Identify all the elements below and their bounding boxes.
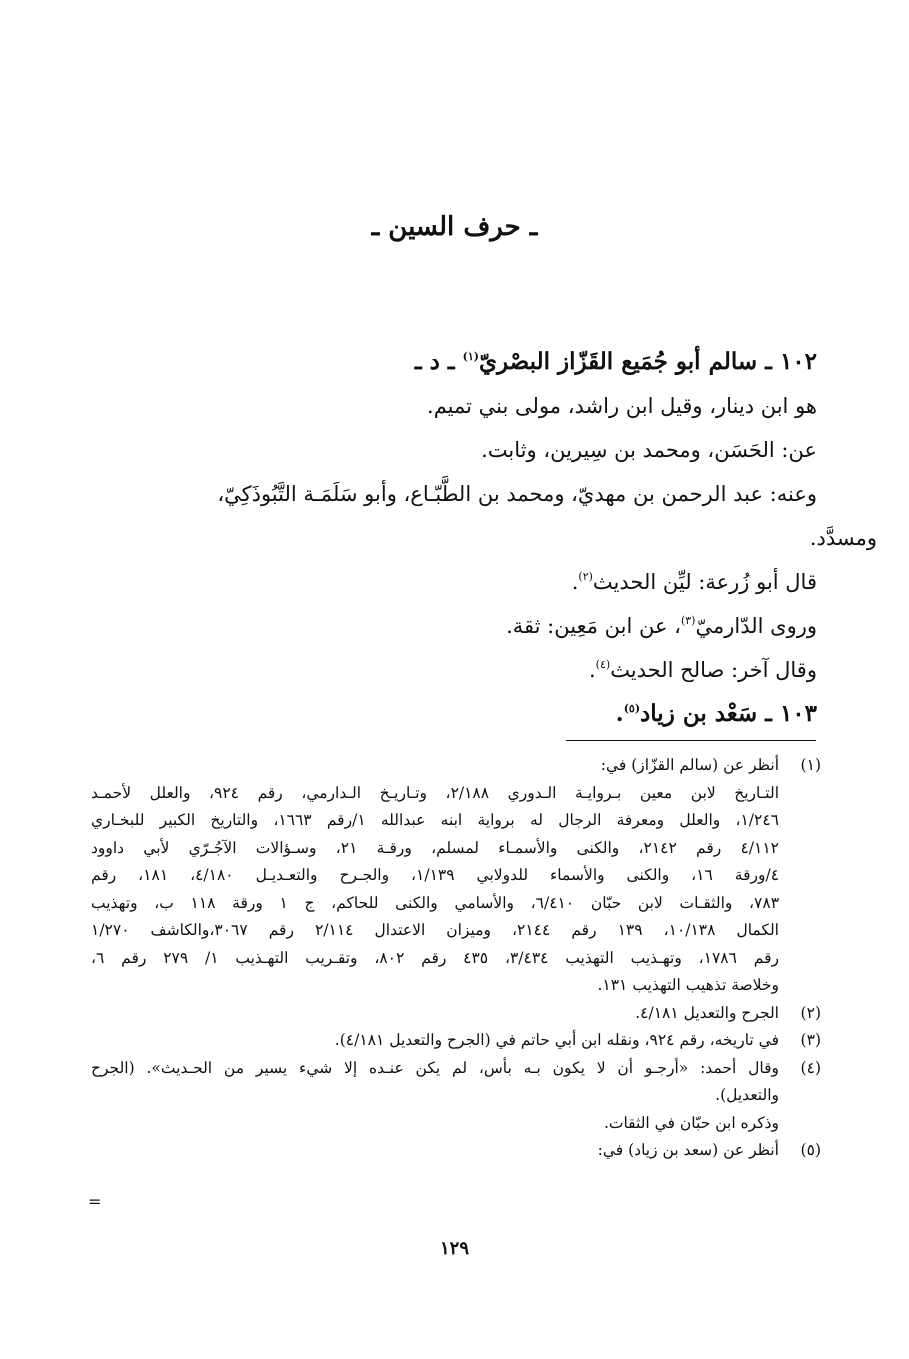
other-end: . [588, 658, 596, 682]
entry-103-end: . [615, 700, 624, 727]
footnote-4 [91, 1055, 821, 1138]
footnote-1-line: ٧٨٣، والثقـات لابن حبّان ٦/٤١٠، والأسامي والكنى للحاكم، ج ١ ورقة ١١٨ ب، وتهذيب [91, 893, 780, 912]
footnote-1-head: أنظر عن (سالم القزّاز) في: [600, 756, 779, 774]
darimi-text: وروى الدّارميّ [695, 614, 817, 638]
text-line-narrated-from: عن: الحَسَن، ومحمد بن سِيرين، وثابت. [481, 438, 817, 462]
entry-102-title: ١٠٢ ـ سالم أبو جُمَيع القَزّاز البصْريّ [478, 348, 817, 375]
footnote-number: (١) [800, 756, 821, 774]
footnote-number: (٤) [800, 1058, 821, 1077]
entry-103-title: ١٠٣ ـ سَعْد بن زياد [640, 700, 817, 727]
text-line-abu-zura [92, 560, 817, 604]
footnote-2-text: الجرح والتعديل ٤/١٨١. [635, 1003, 779, 1022]
footnote-1-line: التـاريخ لابن معين بـروايـة الـدوري ٢/١٨٨، وتـاريـخ الـدارمي، رقم ٩٢٤، والعلل لأحمـد [91, 783, 779, 802]
footnote-1 [91, 752, 821, 1000]
abu-zura-text: قال أبو زُرعة: ليِّن الحديث [592, 570, 817, 594]
footnote-divider [566, 740, 816, 741]
footnote-ref-2[interactable]: (٢) [578, 570, 593, 583]
footnote-1-line: رقم ١٧٨٦، وتهـذيب التهذيب ٣/٤٣٤، ٤٣٥ رقم ٨٠٢، وتقـريب التهـذيب ١/ ٢٧٩ رقم ٦، [91, 948, 779, 967]
footnote-5-text: أنظر عن (سعد بن زياد) في: [597, 1141, 779, 1159]
page-number: ١٢٩ [439, 1238, 469, 1259]
footnote-5 [91, 1137, 821, 1165]
footnotes [91, 752, 821, 1165]
text-line-lineage: هو ابن دينار، وقيل ابن راشد، مولى بني تميم. [427, 394, 817, 418]
footnote-number: (٣) [800, 1031, 821, 1049]
main-text [92, 340, 877, 736]
footnote-1-line: ١/٢٤٦، والعلل ومعرفة الرجال له برواية ابنه عبدالله ١/رقم ١٦٦٣، والتاريخ الكبير للبخـاري [91, 811, 780, 829]
text-line-darimi [92, 604, 817, 648]
footnote-3 [91, 1027, 821, 1055]
entry-103 [92, 692, 817, 736]
entry-102 [92, 340, 817, 384]
footnote-4-line: والتعديل). [715, 1086, 779, 1104]
footnote-4-line: وذكره ابن حبّان في الثقات. [603, 1113, 779, 1132]
footnote-number: (٥) [800, 1141, 821, 1159]
text-line-other [92, 648, 817, 692]
footnote-ref-1[interactable]: (١) [462, 350, 479, 363]
footnote-ref-3[interactable]: (٣) [680, 614, 696, 627]
continuation-mark: = [88, 1192, 102, 1211]
footnote-1-last: وخلاصة تذهيب التهذيب ١٣١. [597, 976, 779, 994]
footnote-ref-5[interactable]: (٥) [623, 702, 641, 715]
entry-102-suffix: ـ د ـ [414, 348, 463, 375]
footnote-1-line: ٤/ورقة ١٦، والكنى والأسماء للدولابي ١/١٣٩، والجـرح والتعـديـل ٤/١٨٠، ١٨١، رقم [91, 866, 780, 884]
footnote-number: (٢) [800, 1003, 821, 1022]
chapter-title: ـ حرف السين ـ [371, 212, 538, 242]
footnote-ref-4[interactable]: (٤) [595, 658, 611, 671]
other-text: وقال آخر: صالح الحديث [610, 658, 817, 682]
footnote-2 [91, 1000, 821, 1028]
footnote-4-line: وقال أحمد: «أرجـو أن لا يكون بـه بأس، لم يكن عنـده إلا شيء يسير من الحـديث». (الجرح [91, 1058, 779, 1077]
text-line-continuation: ومسدَّد. [809, 526, 877, 550]
footnote-1-line: ٤/١١٢ رقم ٢١٤٢، والكنى والأسمـاء لمسلم، ورقـة ٢١، وسـؤالات الآجُـرّي لأبي داوود [91, 838, 779, 857]
footnote-3-text: في تاريخه، رقم ٩٢٤، ونقله ابن أبي حاتم في (الجرح والتعديل ٤/١٨١). [334, 1031, 779, 1049]
text-line-narrated-by: وعنه: عبد الرحمن بن مهديّ، ومحمد بن الطَّبّـاع، وأبو سَلَمَـة التَّبُوذَكِيّ، [217, 482, 817, 506]
darimi-end: ، عن ابن مَعِين: ثقة. [506, 614, 681, 638]
abu-zura-end: . [571, 570, 579, 594]
footnote-1-line: الكمال ١٠/١٣٨، ١٣٩ رقم ٢١٤٤، وميزان الاعتدال ٢/١١٤ رقم ٣٠٦٧،والكاشف ١/٢٧٠ [91, 921, 779, 939]
